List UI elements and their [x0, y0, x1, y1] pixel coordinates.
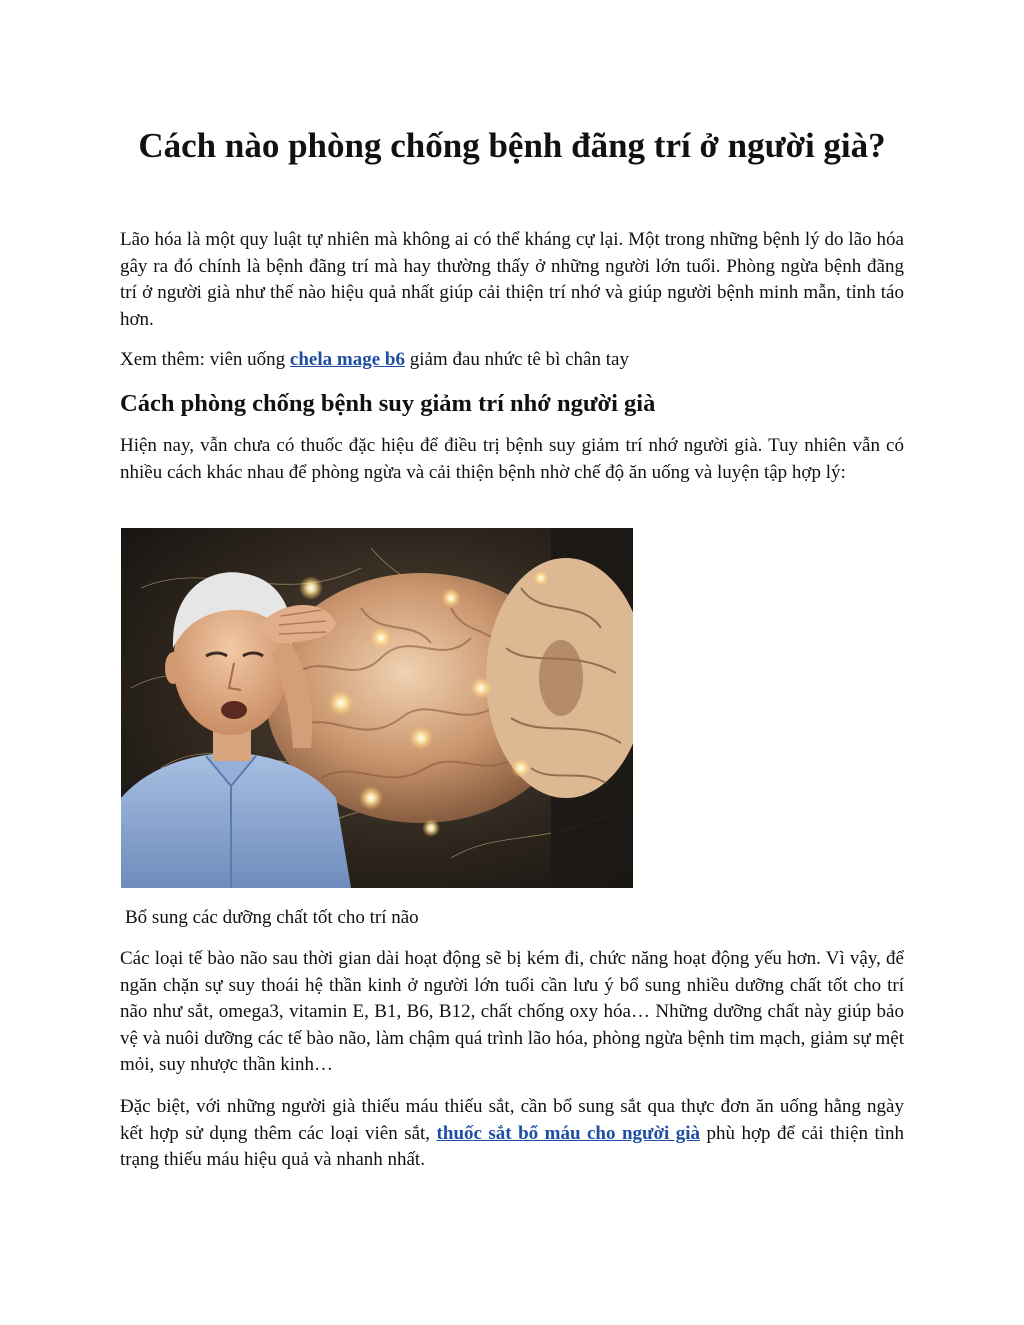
- iron-supplement-link[interactable]: thuốc sắt bổ máu cho người già: [436, 1122, 700, 1144]
- elderly-man-brain-photo: [121, 528, 633, 888]
- chela-mage-b6-link[interactable]: chela mage b6: [289, 349, 405, 370]
- nutrients-paragraph: Các loại tế bào não sau thời gian dài hoạt động sẽ bị kém đi, chức năng hoạt động yếu hơn. Vì vậy, để ngăn chặn sự suy thoái hệ thần kinh ở người lớn tuổi cần lưu ý bổ sung nhiều dưỡng chất tốt cho trí não như sắt, omega3, vitamin E, B1, B6, B12, chất chống oxy hóa… Những dưỡng chất này giúp bảo vệ và nuôi dưỡng các tế bào não, làm chậm quá trình lão hóa, phòng ngừa bệnh tim mạch, giảm sự mệt mỏi, suy nhược thần kinh…: [120, 948, 904, 1075]
- image-caption: Bổ sung các dưỡng chất tốt cho trí não: [125, 907, 419, 928]
- section-intro-paragraph: Hiện nay, vẫn chưa có thuốc đặc hiệu để điều trị bệnh suy giảm trí nhớ người già. Tuy nhiên vẫn có nhiều cách khác nhau để phòng ngừa và cải thiện bệnh nhờ chế độ ăn uống và luyện tập hợp lý:: [120, 435, 904, 483]
- iron-supplement-paragraph: [120, 1094, 904, 1174]
- section-heading: Cách phòng chống bệnh suy giảm trí nhớ người già: [120, 390, 656, 417]
- special-suffix: phù hợp để cải thiện tình trạng thiếu máu hiệu quả và nhanh nhất.: [120, 1122, 904, 1170]
- see-also-prefix: Xem thêm: viên uống: [120, 349, 290, 370]
- see-also-paragraph: [120, 347, 904, 374]
- photo-illustration: [121, 528, 633, 888]
- intro-paragraph: Lão hóa là một quy luật tự nhiên mà không ai có thể kháng cự lại. Một trong những bệnh lý do lão hóa gây ra đó chính là bệnh đãng trí mà hay thường thấy ở những người lớn tuổi. Phòng ngừa bệnh đãng trí ở người già như thế nào hiệu quả nhất giúp cải thiện trí nhớ và giúp người bệnh minh mẫn, tỉnh táo hơn.: [120, 229, 904, 330]
- special-prefix: Đặc biệt, với những người già thiếu máu thiếu sắt, cần bổ sung sắt qua thực đơn ăn uống hằng ngày kết hợp sử dụng thêm các loại viên sắt,: [120, 1096, 904, 1144]
- page-title: Cách nào phòng chống bệnh đãng trí ở người già?: [138, 126, 886, 165]
- see-also-suffix: giảm đau nhức tê bì chân tay: [404, 349, 629, 370]
